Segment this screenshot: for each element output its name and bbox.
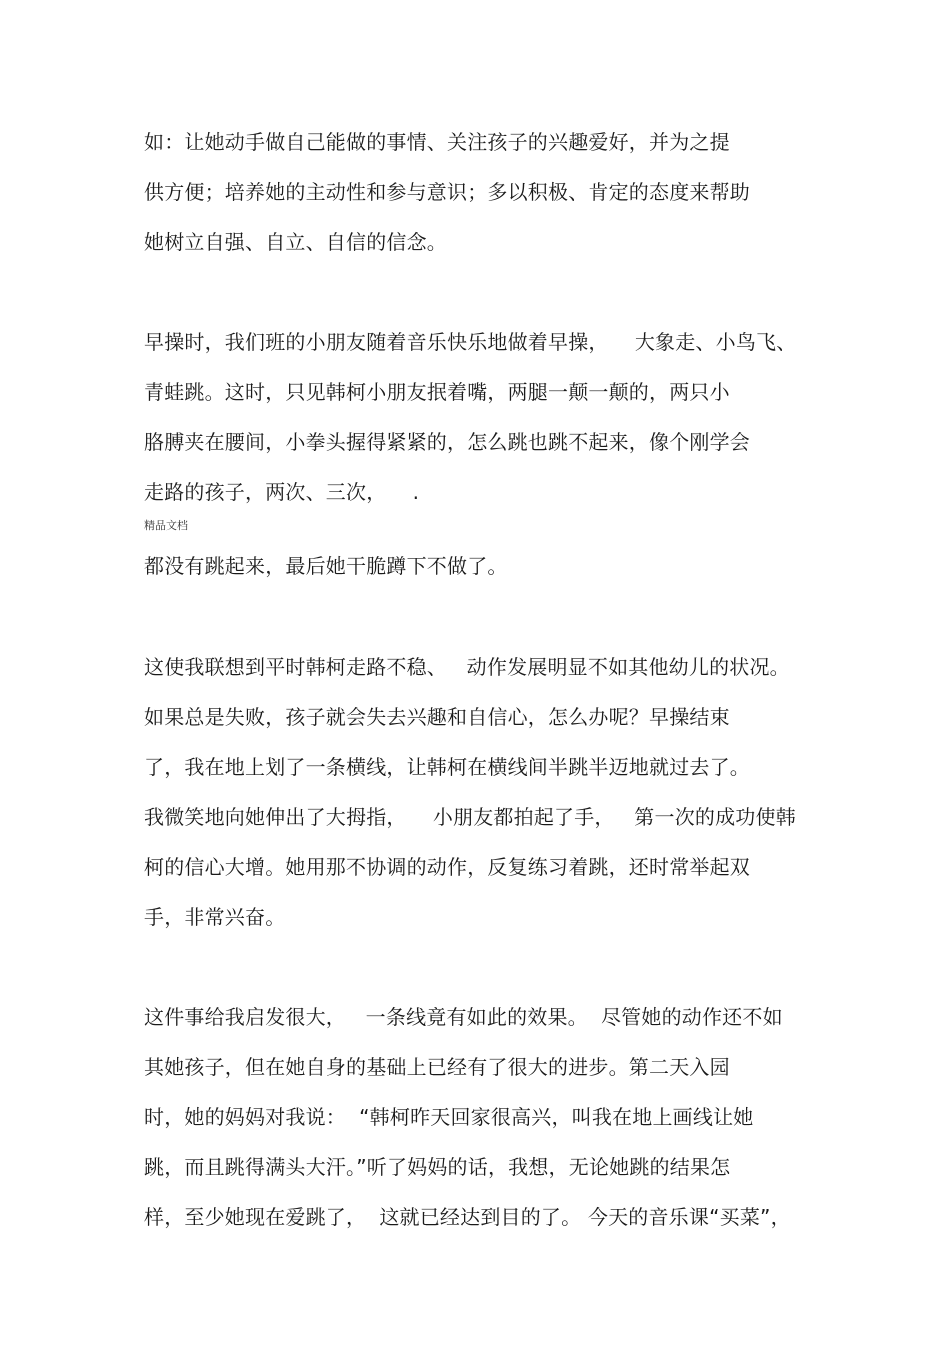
paragraph-5-line-2: 其她孩子，但在她自身的基础上已经有了很大的进步。第二天入园 bbox=[144, 1055, 730, 1079]
paragraph-1-line-1: 如：让她动手做自己能做的事情、关注孩子的兴趣爱好，并为之提 bbox=[144, 130, 730, 154]
paragraph-2-line-1: 早操时，我们班的小朋友随着音乐快乐地做着早操， 大象走、小鸟飞、 bbox=[144, 330, 797, 354]
paragraph-1-line-3: 她树立自强、自立、自信的信念。 bbox=[144, 230, 447, 254]
paragraph-4-line-1: 这使我联想到平时韩柯走路不稳、 动作发展明显不如其他幼儿的状况。 bbox=[144, 655, 790, 679]
paragraph-5-line-5: 样，至少她现在爱跳了， 这就已经达到目的了。 今天的音乐课“买菜”， bbox=[144, 1205, 791, 1229]
paragraph-4-line-3: 了，我在地上划了一条横线，让韩柯在横线间半跳半迈地就过去了。 bbox=[144, 755, 750, 779]
paragraph-3-line-1: 都没有跳起来，最后她干脆蹲下不做了。 bbox=[144, 554, 508, 578]
paragraph-4-line-6: 手，非常兴奋。 bbox=[144, 905, 286, 929]
paragraph-1-line-2: 供方便；培养她的主动性和参与意识；多以积极、肯定的态度来帮助 bbox=[144, 180, 750, 204]
paragraph-2-line-2: 青蛙跳。这时，只见韩柯小朋友抿着嘴，两腿一颠一颠的，两只小 bbox=[144, 380, 730, 404]
paragraph-4-line-5: 柯的信心大增。她用那不协调的动作，反复练习着跳，还时常举起双 bbox=[144, 855, 750, 879]
paragraph-2-line-3: 胳膊夹在腰间，小拳头握得紧紧的，怎么跳也跳不起来，像个刚学会 bbox=[144, 430, 750, 454]
paragraph-5-line-4: 跳，而且跳得满头大汗。”听了妈妈的话，我想，无论她跳的结果怎 bbox=[144, 1155, 731, 1179]
watermark-label: 精品文档 bbox=[144, 519, 188, 532]
paragraph-2-line-4: 走路的孩子，两次、三次， . bbox=[144, 480, 420, 504]
paragraph-5-line-1: 这件事给我启发很大， 一条线竟有如此的效果。 尽管她的动作还不如 bbox=[144, 1005, 783, 1029]
paragraph-5-line-3: 时，她的妈妈对我说： “韩柯昨天回家很高兴，叫我在地上画线让她 bbox=[144, 1105, 754, 1129]
paragraph-4-line-2: 如果总是失败，孩子就会失去兴趣和自信心，怎么办呢？早操结束 bbox=[144, 705, 730, 729]
paragraph-4-line-4: 我微笑地向她伸出了大拇指， 小朋友都拍起了手， 第一次的成功使韩 bbox=[144, 805, 796, 829]
